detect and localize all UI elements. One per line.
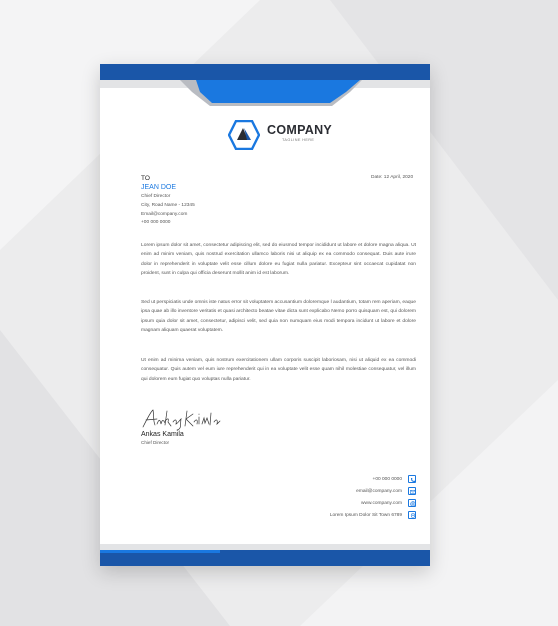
company-name: COMPANY bbox=[267, 123, 333, 137]
globe-icon bbox=[408, 499, 416, 507]
contact-address: Lorem Ipsum Dolor Sit Town 6789 bbox=[329, 513, 402, 518]
email-icon bbox=[408, 487, 416, 495]
signer-name: Ankas Kamila bbox=[141, 431, 184, 438]
recipient-name: JEAN DOE bbox=[141, 184, 177, 191]
body-paragraph: Sed ut perspiciatis unde omnis iste natus error sit voluptatem accusantium doloremque l audantium, totam rem aperiam, eaque ipsa quae ab illo inventore veritatis et quasi architecto beatae vitae dicta sunt explicabo Nemo porro quisquam est, qui dolorem ipsum quia dolor sit amet, consectetur, adipisci velit, sed quia non numquam eius modi tempora incidunt ut labore et dolore magnam aliquam quaerat voluptatem. bbox=[141, 300, 416, 334]
contact-email: email@company.com bbox=[356, 489, 402, 494]
hexagon-logo-icon bbox=[228, 120, 260, 150]
header-tab-shape bbox=[100, 80, 430, 110]
recipient-phone: +00 000 0000 bbox=[141, 220, 171, 225]
location-pin-icon bbox=[408, 511, 416, 519]
phone-icon bbox=[408, 475, 416, 483]
handwritten-signature bbox=[141, 407, 221, 431]
header-bar bbox=[100, 64, 430, 80]
signer-title: Chief Director bbox=[141, 440, 170, 445]
body-paragraph: Ut enim ad minima veniam, quis nostrum exercitationem ullam corporis suscipit laboriosam, nisi ut aliquid ex ea commodi consequatur. Quis autem vel eum iure reprehenderit qui in ea voluptate velit esse quam nihil molestiae consequatur, vel illum qui dolorem eum fugiat quo voluptas nulla pariatur. bbox=[141, 358, 416, 382]
contact-website: www.company.com bbox=[361, 501, 402, 506]
body-paragraph: Lorem ipsum dolor sit amet, consectetur adipiscing elit, sed do eiusmod tempor incididunt ut labore et dolore magna aliqua. Ut enim ad minim veniam, quis nostrud exercitation ullamco laboris nisi ut aliquip ex ea commodo consequat. Duis aute irure dolor in reprehenderit in voluptate velit esse cillum dolore eu fugiat nulla pariatur. Excepteur sint occaecat cupidatat non proident, sunt in culpa qui officia deserunt mollit anim id est laborum. bbox=[141, 243, 416, 277]
to-label: TO bbox=[141, 175, 150, 182]
letter-date: Date: 12 April, 2020 bbox=[371, 175, 414, 180]
recipient-address: City, Road Name - 12345 bbox=[141, 203, 195, 208]
company-tagline: TAGLINE HERE bbox=[282, 138, 315, 142]
letterhead-page bbox=[100, 64, 430, 566]
footer-accent bbox=[100, 550, 220, 553]
recipient-title: Chief Director bbox=[141, 194, 171, 199]
recipient-email: Email@company.com bbox=[141, 212, 188, 217]
contact-phone: +00 000 0000 bbox=[372, 477, 402, 482]
